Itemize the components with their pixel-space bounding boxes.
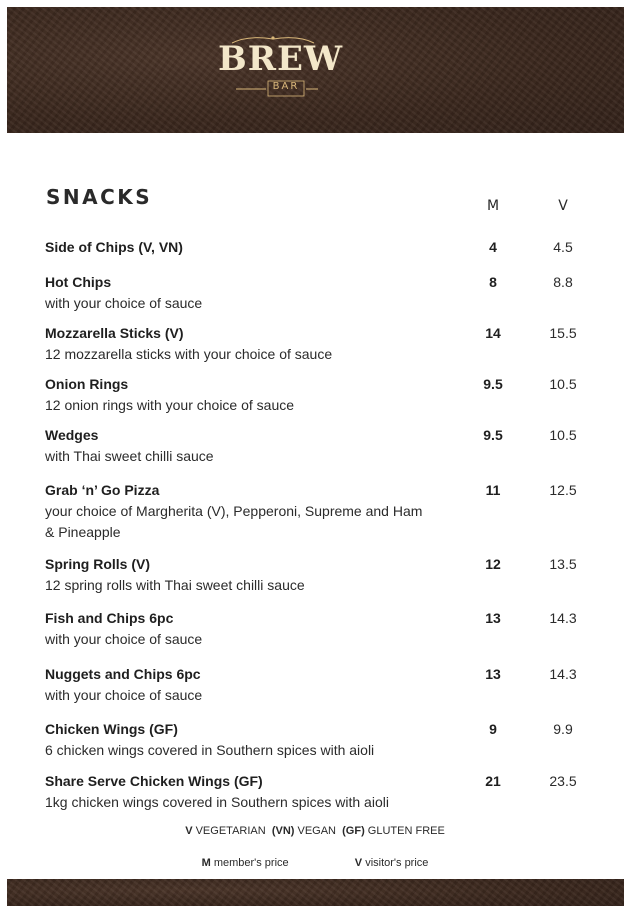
logo-bar-text: BAR bbox=[272, 81, 300, 92]
legend-m-key: M bbox=[201, 857, 211, 869]
menu-item-description: with your choice of sauce bbox=[45, 295, 203, 311]
member-price: 9.5 bbox=[483, 376, 503, 392]
member-price: 13 bbox=[485, 666, 501, 682]
price-legend bbox=[0, 857, 630, 869]
member-price: 13 bbox=[485, 610, 501, 626]
member-price: 9 bbox=[489, 721, 497, 737]
logo-brew-text: BREW bbox=[218, 39, 344, 79]
menu-item-name: Wedges bbox=[45, 427, 99, 443]
menu-item-name: Hot Chips bbox=[45, 274, 112, 290]
legend-visitor-label: visitor's price bbox=[365, 857, 429, 869]
legend-v-label: VEGETARIAN bbox=[195, 825, 266, 837]
brew-bar-logo bbox=[218, 33, 344, 105]
member-price: 14 bbox=[485, 325, 501, 341]
visitor-price: 10.5 bbox=[549, 427, 577, 443]
member-price: 12 bbox=[485, 556, 501, 572]
menu-item-name: Onion Rings bbox=[45, 376, 129, 392]
legend-m-label: member's price bbox=[213, 857, 289, 869]
visitor-price: 13.5 bbox=[549, 556, 577, 572]
visitor-price: 14.3 bbox=[549, 666, 577, 682]
menu-item-name: Mozzarella Sticks (V) bbox=[45, 325, 184, 341]
legend-gf-label: GLUTEN FREE bbox=[367, 825, 445, 837]
visitor-price: 14.3 bbox=[549, 610, 577, 626]
menu-item-name: Side of Chips (V, VN) bbox=[45, 239, 183, 255]
menu-item-name: Grab ‘n’ Go Pizza bbox=[45, 482, 160, 498]
menu-item-description: 12 onion rings with your choice of sauce bbox=[45, 397, 295, 413]
menu-item-name: Chicken Wings (GF) bbox=[45, 721, 178, 737]
member-price: 21 bbox=[485, 773, 501, 789]
menu-item-name: Spring Rolls (V) bbox=[45, 556, 150, 572]
visitor-price: 15.5 bbox=[549, 325, 577, 341]
menu-item-name: Fish and Chips 6pc bbox=[45, 610, 174, 626]
member-price: 4 bbox=[489, 239, 497, 255]
visitor-price: 8.8 bbox=[553, 274, 573, 290]
menu-item-description: with your choice of sauce bbox=[45, 687, 203, 703]
legend-visitor-key: V bbox=[354, 857, 363, 869]
visitor-column-header: V bbox=[558, 198, 568, 214]
visitor-price: 10.5 bbox=[549, 376, 577, 392]
header-banner bbox=[7, 7, 624, 133]
menu-item-name: Nuggets and Chips 6pc bbox=[45, 666, 201, 682]
menu-item-description: with Thai sweet chilli sauce bbox=[45, 448, 214, 464]
visitor-price: 12.5 bbox=[549, 482, 577, 498]
visitor-price: 9.9 bbox=[553, 721, 573, 737]
menu-item-description: 12 mozzarella sticks with your choice of sauce bbox=[45, 346, 333, 362]
menu-item-name: Share Serve Chicken Wings (GF) bbox=[45, 773, 263, 789]
member-column-header: M bbox=[486, 198, 500, 214]
footer-banner bbox=[7, 879, 624, 906]
visitor-price: 4.5 bbox=[553, 239, 573, 255]
menu-item-description: 12 spring rolls with Thai sweet chilli sauce bbox=[45, 577, 305, 593]
legend-gf-key: (GF) bbox=[342, 825, 365, 837]
legend-v-key: V bbox=[185, 825, 193, 837]
dietary-legend bbox=[0, 825, 630, 837]
legend-vn-label: VEGAN bbox=[297, 825, 336, 837]
menu-item-description: 6 chicken wings covered in Southern spices with aioli bbox=[45, 742, 375, 758]
visitor-price: 23.5 bbox=[549, 773, 577, 789]
menu-item-description: your choice of Margherita (V), Pepperoni, Supreme and Ham & Pineapple bbox=[45, 503, 423, 540]
member-price: 8 bbox=[489, 274, 497, 290]
member-price: 11 bbox=[485, 482, 501, 498]
legend-vn-key: (VN) bbox=[271, 825, 295, 837]
member-price: 9.5 bbox=[483, 427, 503, 443]
menu-item-description: with your choice of sauce bbox=[45, 631, 203, 647]
menu-item-description: 1kg chicken wings covered in Southern spices with aioli bbox=[45, 794, 389, 810]
section-title: SNACKS bbox=[46, 185, 153, 209]
